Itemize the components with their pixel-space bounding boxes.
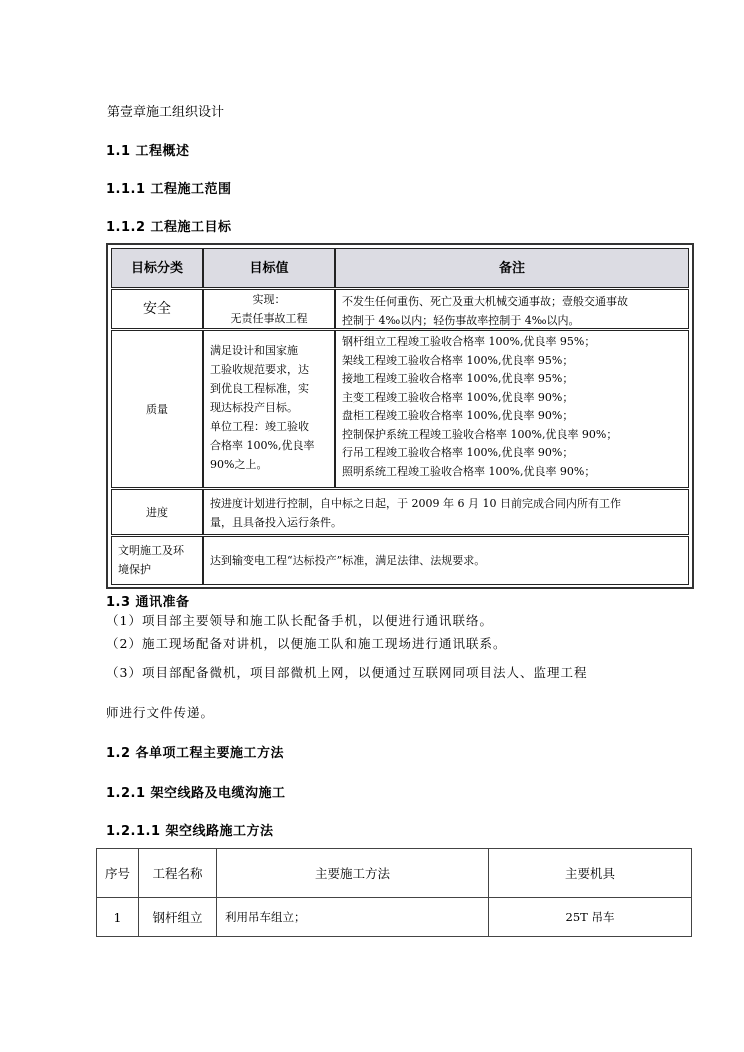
- goal-header-note: 备注: [335, 248, 689, 288]
- chapter-title: 第壹章施工组织设计: [107, 105, 225, 120]
- section-heading-1-1-2: 1.1.2 工程施工目标: [106, 220, 232, 235]
- goal-header-category: 目标分类: [111, 248, 203, 288]
- section-heading-1-1-1: 1.1.1 工程施工范围: [106, 182, 232, 197]
- table-row-tool: 25T 吊车: [488, 897, 692, 937]
- table-row-method: 利用吊车组立；: [216, 897, 489, 937]
- goal-quality-note: 钢杆组立工程竣工验收合格率 100%,优良率 95%； 架线工程竣工验收合格率 100%,优良率 95%； 接地工程竣工验收合格率 100%,优良率 95%； 主变工程竣工验收合格率 100%,优良率 90%； 盘柜工程竣工验收合格率 100%,优良率 90%； 控制保护系统工程竣工验收合格率 100%,优良率 90%； 行吊工程竣工验收合格率 100%,优良率 90%； 照明系统工程竣工验收合格率 100%,优良率 90%；: [335, 330, 689, 488]
- section-heading-1-2: 1.2 各单项工程主要施工方法: [106, 746, 285, 761]
- goal-env-note: 达到输变电工程“达标投产”标准，满足法律、法规要求。: [203, 536, 689, 585]
- goal-table: [106, 243, 694, 589]
- goal-progress-category: 进度: [111, 489, 203, 535]
- section-heading-1-2-1-1: 1.2.1.1 架空线路施工方法: [106, 824, 274, 839]
- comm-item-3: （3）项目部配备微机，项目部微机上网，以便通过互联网同项目法人、监理工程: [106, 665, 588, 680]
- goal-quality-value: 满足设计和国家施 工验收规范要求，达 到优良工程标准，实 现达标投产目标。 单位工程：竣工验收 合格率 100%,优良率 90%之上。: [203, 330, 335, 488]
- comm-item-1: （1）项目部主要领导和施工队长配备手机，以便进行通讯联络。: [106, 613, 493, 628]
- section-heading-1-2-1: 1.2.1 架空线路及电缆沟施工: [106, 786, 286, 801]
- goal-header-value: 目标值: [203, 248, 335, 288]
- section-heading-1-1: 1.1 工程概述: [106, 144, 190, 159]
- method-header-method: 主要施工方法: [216, 848, 489, 898]
- comm-item-3-cont: 师进行文件传递。: [106, 705, 215, 720]
- method-header-no: 序号: [96, 848, 139, 898]
- table-row-name: 钢杆组立: [138, 897, 217, 937]
- goal-env-category: 文明施工及环 境保护: [111, 536, 203, 585]
- section-heading-1-3: 1.3 通讯准备: [106, 595, 190, 610]
- method-header-name: 工程名称: [138, 848, 217, 898]
- method-table: [96, 848, 692, 937]
- goal-safety-category: 安全: [111, 289, 203, 329]
- goal-quality-category: 质量: [111, 330, 203, 488]
- goal-progress-note: 按进度计划进行控制，自中标之日起，于 2009 年 6 月 10 日前完成合同内所有工作 量，且具备投入运行条件。: [203, 489, 689, 535]
- goal-safety-note: 不发生任何重伤、死亡及重大机械交通事故；壹般交通事故 控制于 4‰以内；轻伤事故率控制于 4‰以内。: [335, 289, 689, 329]
- method-header-tool: 主要机具: [488, 848, 692, 898]
- comm-item-2: （2）施工现场配备对讲机，以便施工队和施工现场进行通讯联系。: [106, 636, 507, 651]
- table-row-no: 1: [96, 897, 139, 937]
- goal-safety-value: 实现： 无责任事故工程: [203, 289, 335, 329]
